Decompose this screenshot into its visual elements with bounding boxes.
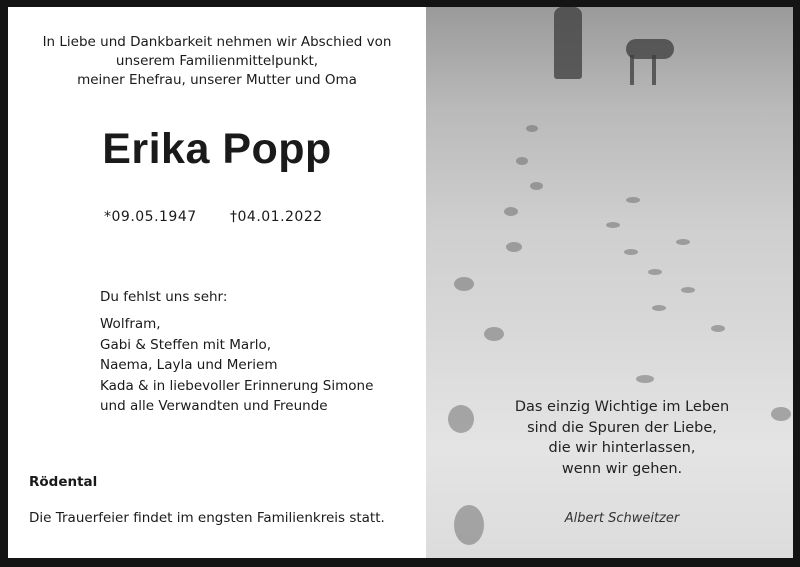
mourners-list (100, 314, 373, 417)
deceased-name: Erika Popp (102, 125, 332, 173)
footprint (711, 325, 725, 332)
footprint (636, 375, 654, 383)
footprint (448, 405, 474, 433)
service-note: Die Trauerfeier findet im engsten Familienkreis statt. (29, 510, 385, 526)
footprint (530, 182, 543, 190)
footprint (526, 125, 538, 132)
footprint (454, 277, 474, 291)
beach-footprints-photo (426, 7, 793, 558)
footprint (626, 197, 640, 203)
death-date: †04.01.2022 (230, 209, 323, 225)
quote-line: wenn wir gehen. (561, 460, 683, 477)
person-silhouette (554, 7, 582, 79)
footprint (652, 305, 666, 311)
footprint (516, 157, 528, 165)
footprint (506, 242, 522, 252)
intro-line: In Liebe und Dankbarkeit nehmen wir Abschied von (42, 34, 392, 50)
mourner: Naema, Layla und Meriem (100, 357, 278, 373)
intro-text (8, 33, 426, 90)
footprint (771, 407, 791, 421)
intro-line: meiner Ehefrau, unserer Mutter und Oma (77, 72, 357, 88)
dog-leg (652, 55, 656, 85)
mourner: Wolfram, (100, 316, 161, 332)
footprint (676, 239, 690, 245)
obituary-text-panel (8, 7, 426, 558)
birth-date: *09.05.1947 (104, 209, 197, 225)
mourner: und alle Verwandten und Freunde (100, 398, 328, 414)
footprint (504, 207, 518, 216)
quote-author: Albert Schweitzer (564, 511, 680, 526)
town: Rödental (29, 474, 98, 490)
footprint (606, 222, 620, 228)
footprint (681, 287, 695, 293)
footprint (624, 249, 638, 255)
quote-line: die wir hinterlassen, (548, 440, 696, 456)
mourner: Gabi & Steffen mit Marlo, (100, 336, 272, 353)
footprint (484, 327, 504, 341)
intro-line: unserem Familienmittelpunkt, (115, 53, 319, 69)
mourner: Kada & in liebevoller Erinnerung Simone (100, 377, 374, 394)
footprint (648, 269, 662, 275)
quote (472, 397, 772, 479)
quote-line: Das einzig Wichtige im Leben (514, 399, 730, 415)
dog-leg (630, 55, 634, 85)
mourners-heading: Du fehlst uns sehr: (100, 289, 228, 305)
quote-line: sind die Spuren der Liebe, (527, 419, 717, 436)
